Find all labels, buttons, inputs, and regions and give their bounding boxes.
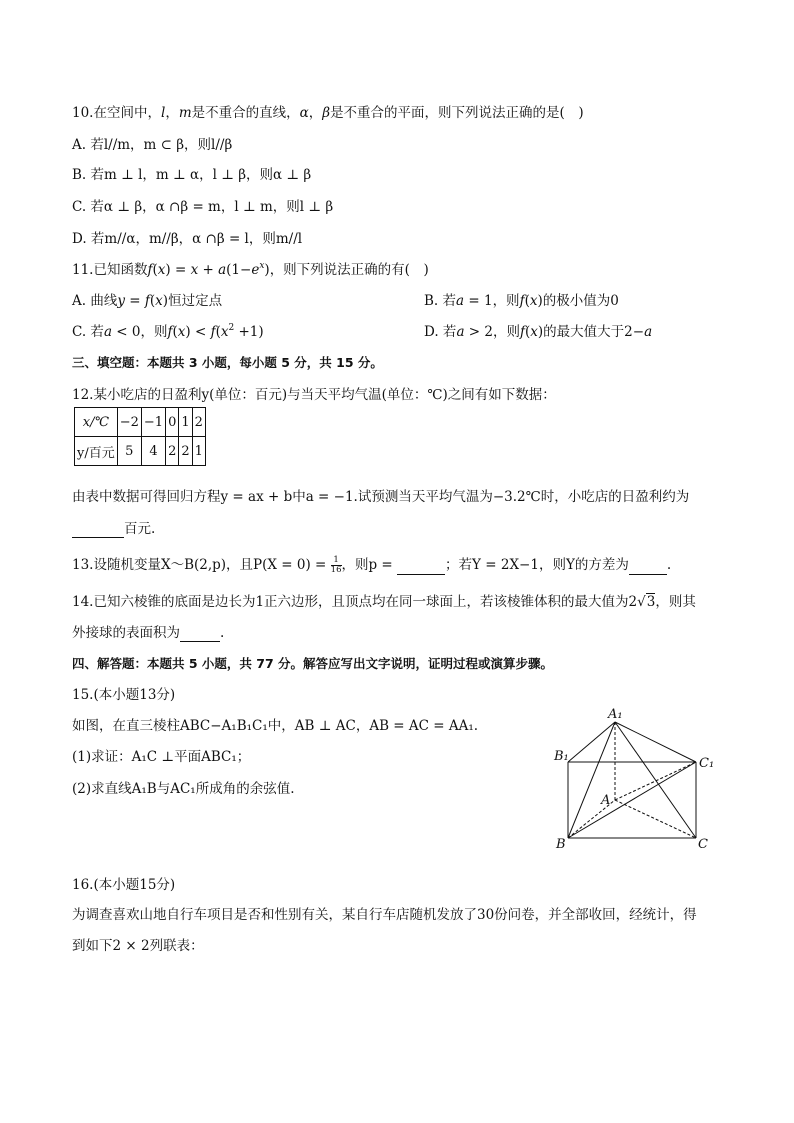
q10-stem: 10.在空间中，l，m是不重合的直线，α，β是不重合的平面，则下列说法正确的是( ) [72, 105, 584, 121]
q15-heading: 15.(本小题13分) [72, 687, 176, 703]
segment-a1-b [568, 722, 615, 838]
q16-text-2: 到如下2 × 2列联表： [72, 938, 204, 954]
segment-a-c1 [615, 762, 696, 800]
segment-b-c1 [568, 762, 696, 838]
q12-stem: 12.某小吃店的日盈利y(单位：百元)与当天平均气温(单位：℃)之间有如下数据： [72, 387, 556, 403]
table-cell: 1 [179, 408, 192, 437]
label-b1: B₁ [554, 749, 569, 764]
q12-data-table [74, 407, 206, 466]
q10-option-b: B. 若m ⊥ l，m ⊥ α，l ⊥ β，则α ⊥ β [72, 167, 312, 183]
section-4-heading: 四、解答题：本题共 5 小题，共 77 分。解答应写出文字说明，证明过程或演算步骤。 [72, 656, 554, 671]
table-cell: 2 [179, 437, 192, 466]
q10-option-a: A. 若l//m，m ⊂ β，则l//β [72, 137, 233, 153]
segment-a1-c [615, 722, 696, 838]
table-cell: −2 [117, 408, 141, 437]
answer-blank[interactable] [397, 560, 445, 575]
label-a: A [601, 793, 611, 808]
table-cell: 2 [192, 408, 205, 437]
table-cell: 0 [166, 408, 179, 437]
q15-part-1: (1)求证：A₁C ⊥平面ABC₁； [72, 749, 251, 765]
q10-option-c: C. 若α ⊥ β，α ∩β = m，l ⊥ m，则l ⊥ β [72, 199, 334, 215]
section-3-heading: 三、填空题：本题共 3 小题，每小题 5 分，共 15 分。 [72, 355, 383, 370]
edge-a1-b1 [568, 722, 615, 762]
q12-text-1: 由表中数据可得回归方程y = ax + b中a = −1.试预测当天平均气温为−3.2℃时，小吃店的日盈利约为 [72, 489, 690, 505]
q14-stem: 14.已知六棱锥的底面是边长为1正六边形，且顶点均在同一球面上，若该棱锥体积的最大值为2√3，则其 [72, 594, 696, 610]
table-cell: 1 [192, 437, 205, 466]
table-cell: 2 [166, 437, 179, 466]
q15-part-2: (2)求直线A₁B与AC₁所成角的余弦值. [72, 781, 295, 797]
label-c: C [698, 837, 708, 852]
table-cell: 4 [141, 437, 165, 466]
answer-blank[interactable] [629, 560, 667, 575]
answer-blank[interactable] [180, 627, 220, 642]
table-header-y: y/百元 [75, 437, 118, 466]
answer-blank[interactable] [72, 523, 124, 538]
q11-options-ab: A. 曲线y = f(x)恒过定点 B. 若a = 1，则f(x)的极小值为0 [72, 293, 619, 309]
edge-a1-c1 [615, 722, 696, 762]
table-row [75, 437, 206, 466]
prism-figure [552, 704, 722, 854]
q10-option-d: D. 若m//α，m//β，α ∩β = l，则m//l [72, 231, 303, 247]
q11-stem: 11.已知函数$f(x) = x + a(1-e^x)$，则下列说法正确的有( ) [72, 261, 429, 278]
q15-stem: 如图，在直三棱柱ABC−A₁B₁C₁中，AB ⊥ AC，AB = AC = AA₁. [72, 718, 479, 734]
label-c1: C₁ [699, 756, 715, 771]
q11-options-cd: C. 若a < 0，则$f(x) < f(x^2 +1)$ D. 若a > 2，则f(x)的最大值大于2−a [72, 323, 653, 340]
table-cell: −1 [141, 408, 165, 437]
fraction: $\frac{1}{16}$ [330, 555, 342, 575]
q16-text-1: 为调查喜欢山地自行车项目是否和性别有关，某自行车店随机发放了30份问卷，并全部收回，经统计，得 [72, 907, 697, 923]
label-b: B [556, 837, 566, 852]
table-row [75, 408, 206, 437]
table-cell: 5 [117, 437, 141, 466]
label-a1: A₁ [608, 707, 623, 722]
edge-a-c [615, 800, 696, 838]
q16-heading: 16.(本小题15分) [72, 877, 176, 893]
q14-text-2: 外接球的表面积为 . [72, 625, 225, 641]
q13-stem: 13.设随机变量X～B(2,p)，且P(X = 0) = $\frac{1}{16}$ ，则p = ；若Y = 2X−1，则Y的方差为 . [72, 555, 672, 575]
table-header-x: x/℃ [75, 408, 118, 437]
q12-text-2: 百元. [72, 520, 155, 538]
